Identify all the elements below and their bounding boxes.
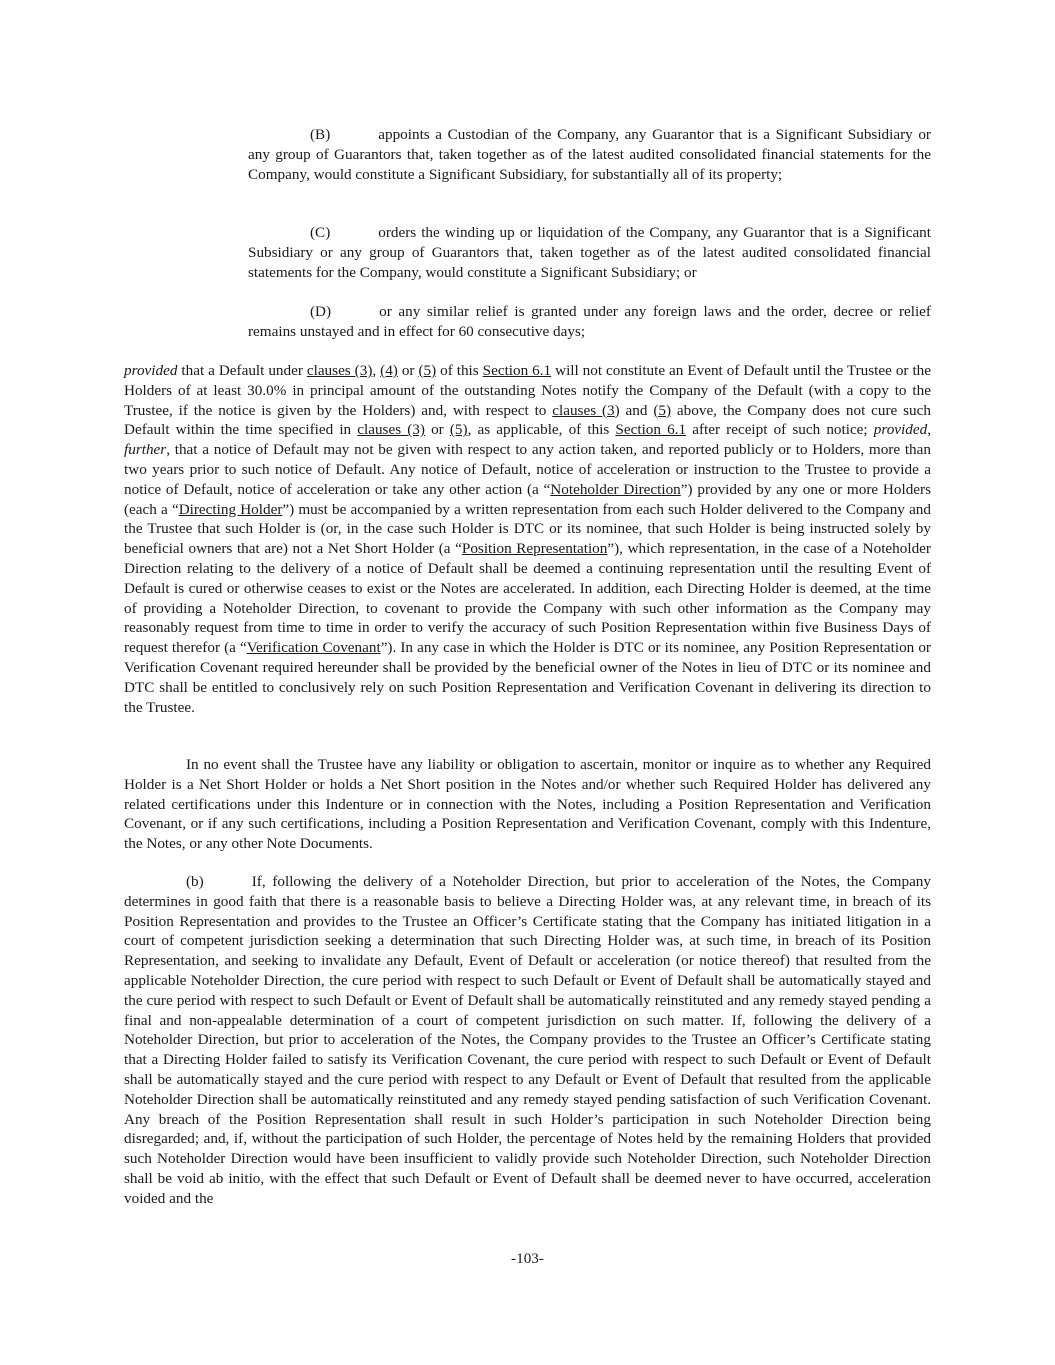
- clause-reference: (4): [380, 362, 398, 379]
- proviso-text: or: [424, 421, 450, 439]
- section-reference: Section 6.1: [482, 362, 552, 379]
- paragraph-b: [124, 872, 931, 1209]
- proviso-text: ”) must be accompanied by a written representation from each such Holder delivered to the Company and the Trustee that such Holder is (or, in the case such Holder is DTC or its nominee, that such Holder is being instructed solely by beneficial owners that are) not a Net Short Holder (a “: [124, 500, 931, 558]
- clause-b-text: appoints a Custodian of the Company, any Guarantor that is a Significant Subsidiary or any group of Guarantors that, taken together as of the latest audited consolidated financial statements for the Company, would constitute a Significant Subsidiary, for substantially all of its property;: [248, 126, 931, 183]
- clause-d-marker: (D): [310, 303, 332, 320]
- defined-term: Verification Covenant: [246, 639, 381, 657]
- clause-reference: clauses (3): [306, 362, 373, 379]
- section-reference: Section 6.1: [615, 421, 687, 439]
- proviso-text: will not constitute an Event of Default until the Trustee or the Holders of at least 30.0% in principal amount of the outstanding Notes notify the Company of the Default (with a copy to the Trustee, if the notice is given by the Holders) and, with respect to: [124, 362, 931, 419]
- clause-reference: clauses (3): [357, 421, 425, 439]
- proviso-text: that a Default under: [177, 362, 307, 379]
- proviso-text: above, the Company does not cure such Default within the time specified in: [124, 401, 931, 439]
- clause-reference: (5): [449, 421, 468, 439]
- trustee-paragraph: [124, 755, 931, 854]
- clause-reference: clauses (3): [552, 401, 620, 419]
- proviso-text: ”), which representation, in the case of a Noteholder Direction relating to the delivery of a notice of Default shall be deemed a continuing representation until the resulting Event of Default is cured or otherwise ceases to exist or the Notes are accelerated. In addition, each Directing Holder is deemed, at the time of providing a Noteholder Direction, to covenant to provide the Company with such other information as the Company may reasonably request from time to time in order to verify the accuracy of such Position Representation within five Business Days of request therefor (a “: [124, 540, 931, 657]
- clause-c-text: orders the winding up or liquidation of the Company, any Guarantor that is a Significant Subsidiary or any group of Guarantors that, taken together as of the latest audited consolidated financial statements for the Company, would constitute a Significant Subsidiary; or: [248, 224, 931, 281]
- proviso-text: ,: [927, 421, 931, 439]
- proviso-italic: further: [124, 441, 167, 459]
- page-number: -103-: [511, 1250, 544, 1267]
- paragraph-b-marker: (b): [186, 873, 204, 890]
- clause-d: [248, 302, 931, 342]
- proviso-text: of this: [436, 362, 483, 379]
- proviso-text: after receipt of such notice;: [686, 421, 874, 439]
- clause-reference: (5): [653, 401, 672, 419]
- defined-term: Directing Holder: [178, 500, 283, 518]
- clause-c: [248, 223, 931, 282]
- clause-d-text: or any similar relief is granted under any foreign laws and the order, decree or relief remains unstayed and in effect for 60 consecutive days;: [248, 303, 931, 340]
- proviso-italic: provided: [124, 362, 178, 379]
- clause-c-marker: (C): [310, 224, 331, 241]
- proviso-italic: provided: [873, 421, 928, 439]
- proviso-text: ,: [372, 362, 381, 379]
- clause-reference: (5): [418, 362, 437, 379]
- defined-term: Position Representation: [461, 540, 608, 558]
- proviso-text: , as applicable, of this: [467, 421, 616, 439]
- clause-b-marker: (B): [310, 126, 331, 143]
- defined-term: Noteholder Direction: [550, 480, 681, 498]
- proviso-text: ”). In any case in which the Holder is DTC or its nominee, any Position Representation or Verification Covenant required hereunder shall be provided by the beneficial owner of the Notes in lieu of DTC or its nominee and DTC shall be entitled to conclusively rely on such Position Representation and Verification Covenant in delivering its direction to the Trustee.: [124, 639, 931, 716]
- proviso-text: and: [619, 401, 654, 419]
- trustee-paragraph-text: In no event shall the Trustee have any liability or obligation to ascertain, monitor or inquire as to whether any Required Holder is a Net Short Holder or holds a Net Short position in the Notes and/or whether such Required Holder has delivered any related certifications under this Indenture or in connection with the Notes, including a Position Representation and Verification Covenant, or if any such certifications, including a Position Representation and Verification Covenant, comply with this Indenture, the Notes, or any other Note Documents.: [124, 756, 931, 853]
- proviso-text: or: [397, 362, 419, 379]
- proviso-text: , that a notice of Default may not be given with respect to any action taken, and reported publicly or to Holders, more than two years prior to such notice of Default. Any notice of Default, notice of acceleration or instruction to the Trustee to provide a notice of Default, notice of acceleration or take any other action (a “: [124, 441, 931, 498]
- clause-b: [248, 125, 931, 184]
- proviso-text: ”) provided by any one or more Holders (each a “: [124, 480, 931, 518]
- proviso-paragraph: [124, 361, 931, 717]
- paragraph-b-text: If, following the delivery of a Noteholder Direction, but prior to acceleration of the Notes, the Company determines in good faith that there is a reasonable basis to believe a Directing Holder was, at any relevant time, in breach of its Position Representation and provides to the Trustee an Officer’s Certificate stating that the Company has initiated litigation in a court of competent jurisdiction seeking a determination that such Directing Holder was, at such time, in breach of its Position Representation, and seeking to invalidate any Default, Event of Default or acceleration (or notice thereof) that resulted from the applicable Noteholder Direction, the cure period with respect to such Default or Event of Default shall be automatically stayed and the cure period with respect to such Default or Event of Default shall be automatically reinstituted and any remedy stayed pending a final and non-appealable determination of a court of competent jurisdiction on such matter. If, following the delivery of a Noteholder Direction, but prior to acceleration of the Notes, the Company provides to the Trustee an Officer’s Certificate stating that a Directing Holder failed to satisfy its Verification Covenant, the cure period with respect to such Default or Event of Default shall be automatically stayed and the cure period with respect to any Default or Event of Default that resulted from the applicable Noteholder Direction shall be automatically reinstituted and any remedy stayed pending satisfaction of such Verification Covenant. Any breach of the Position Representation shall result in such Holder’s participation in such Noteholder Direction being disregarded; and, if, without the participation of such Holder, the percentage of Notes held by the remaining Holders that provided such Noteholder Direction would have been insufficient to validly provide such Noteholder Direction, such Noteholder Direction shall be void ab initio, with the effect that such Default or Event of Default shall be deemed never to have occurred, acceleration voided and the: [124, 873, 931, 1207]
